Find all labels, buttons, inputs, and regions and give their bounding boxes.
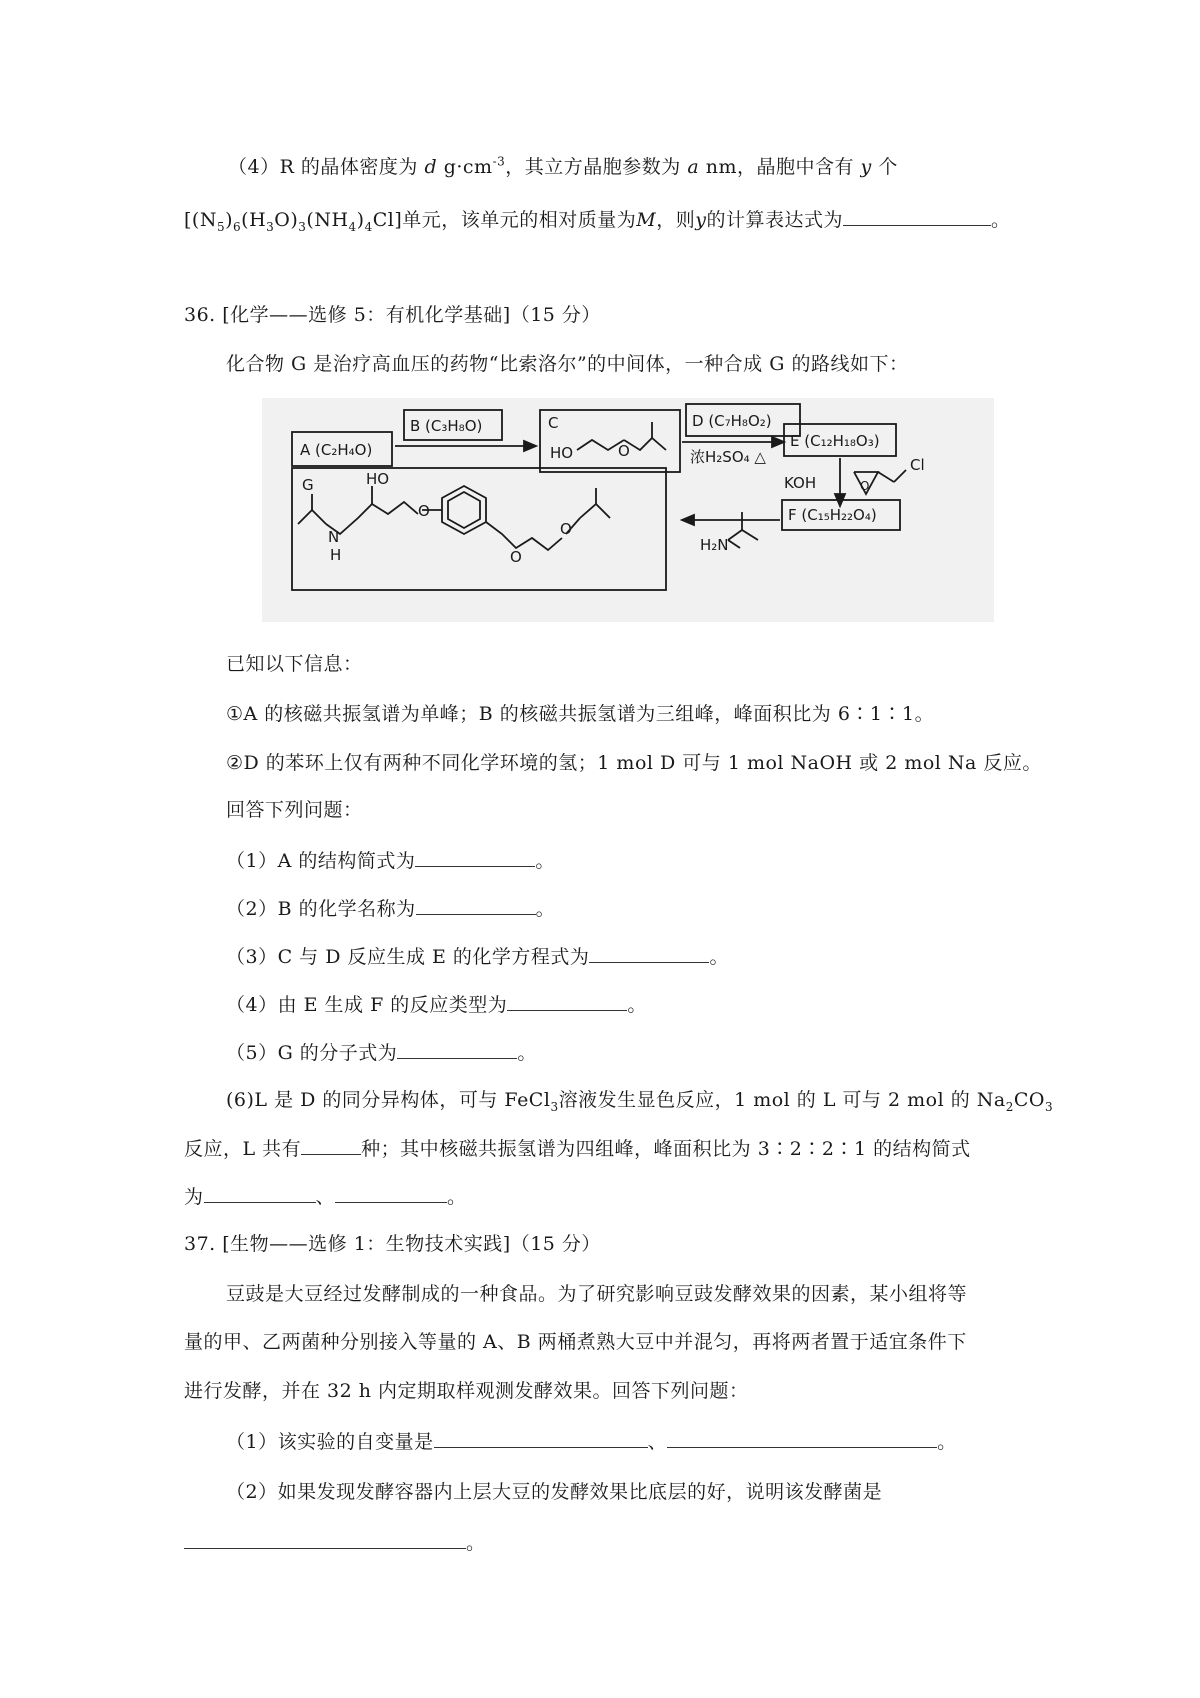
- q36-q4: （4）由 E 生成 F 的反应类型为 。: [226, 990, 647, 1019]
- q36-q6-line3: 为 、 。: [184, 1182, 467, 1211]
- q36-q1: （1）A 的结构简式为 。: [226, 846, 555, 875]
- answer-blank[interactable]: [843, 205, 991, 226]
- q35-part4-line2: $[(N_5)_6(H_3O)_3(NH_4)_4Cl]$单元，该单元的相对质量为M，则y的计算表达式为 。: [184, 205, 1011, 234]
- label-G-o2: O: [510, 548, 522, 566]
- label-G-h: H: [330, 546, 342, 564]
- label-amine: H₂N: [700, 536, 729, 554]
- label-condition: 浓H₂SO₄ △: [690, 448, 766, 466]
- answer-blank[interactable]: [507, 990, 627, 1011]
- label-epoxide-o: O: [860, 479, 870, 493]
- q37-para-line3: 进行发酵，并在 32 h 内定期取样观测发酵效果。回答下列问题：: [184, 1380, 749, 1402]
- q37-para-line2: 量的甲、乙两菌种分别接入等量的 A、B 两桶煮熟大豆中并混匀，再将两者置于适宜条件下: [184, 1331, 967, 1353]
- q36-q6-line2: 反应，L 共有 种；其中核磁共振氢谱为四组峰，峰面积比为 3∶2∶2∶1 的结构简式: [184, 1134, 971, 1163]
- q36-answer: 回答下列问题：: [226, 799, 363, 821]
- q36-known: 已知以下信息：: [226, 653, 363, 675]
- label-G-n: N: [328, 528, 340, 546]
- label-G: G: [302, 476, 314, 494]
- label-KOH: KOH: [784, 474, 817, 492]
- q36-title: 36. [化学——选修 5：有机化学基础]（15 分）: [184, 304, 601, 326]
- answer-blank[interactable]: [667, 1427, 937, 1448]
- label-B: B (C₃H₈O): [410, 417, 483, 435]
- answer-blank[interactable]: [416, 894, 536, 915]
- label-Cl: Cl: [910, 456, 925, 474]
- answer-blank[interactable]: [184, 1528, 466, 1549]
- synthesis-route-diagram: [262, 398, 994, 622]
- answer-blank[interactable]: [397, 1038, 517, 1059]
- answer-blank[interactable]: [434, 1427, 648, 1448]
- q37-q2: （2）如果发现发酵容器内上层大豆的发酵效果比底层的好，说明该发酵菌是: [226, 1481, 883, 1503]
- q36-q3: （3）C 与 D 反应生成 E 的化学方程式为 。: [226, 942, 729, 971]
- answer-blank[interactable]: [301, 1134, 361, 1155]
- answer-blank[interactable]: [335, 1182, 447, 1203]
- label-D: D (C₇H₈O₂): [692, 412, 772, 430]
- q36-info1: ①A 的核磁共振氢谱为单峰；B 的核磁共振氢谱为三组峰，峰面积比为 6∶1∶1。: [226, 703, 935, 725]
- q37-q1: （1）该实验的自变量是 、 。: [226, 1427, 957, 1456]
- label-G-o3: O: [560, 520, 572, 538]
- label-A: A (C₂H₄O): [300, 441, 373, 459]
- label-E: E (C₁₂H₁₈O₃): [790, 432, 880, 450]
- label-F: F (C₁₅H₂₂O₄): [788, 506, 877, 524]
- q36-q2: （2）B 的化学名称为 。: [226, 894, 555, 923]
- q37-q2-answer-line: 。: [184, 1528, 486, 1557]
- q37-para-line1: 豆豉是大豆经过发酵制成的一种食品。为了研究影响豆豉发酵效果的因素，某小组将等: [226, 1283, 968, 1305]
- answer-blank[interactable]: [589, 942, 709, 963]
- q37-title: 37. [生物——选修 1：生物技术实践]（15 分）: [184, 1233, 601, 1255]
- label-G-ho: HO: [366, 470, 390, 488]
- q35-part4-line1: （4）R 的晶体密度为 d $g\cdot cm^{-3}$，其立方晶胞参数为 a nm，晶胞中含有 y 个: [228, 154, 898, 178]
- answer-blank[interactable]: [415, 846, 535, 867]
- q36-intro: 化合物 G 是治疗高血压的药物“比索洛尔”的中间体，一种合成 G 的路线如下：: [226, 353, 909, 375]
- label-G-o1: O: [418, 502, 430, 520]
- q36-q5: （5）G 的分子式为 。: [226, 1038, 537, 1067]
- label-C: C: [548, 414, 559, 432]
- answer-blank[interactable]: [204, 1182, 316, 1203]
- label-C-o: O: [618, 442, 630, 460]
- label-C-ho: HO: [550, 444, 574, 462]
- q36-q6-line1: (6)L 是 D 的同分异构体，可与 FeCl$_3$溶液发生显色反应，1 mol 的 L 可与 2 mol 的 $Na_2CO_3$: [226, 1089, 1054, 1114]
- q36-info2: ②D 的苯环上仅有两种不同化学环境的氢；1 mol D 可与 1 mol NaOH 或 2 mol Na 反应。: [226, 752, 1042, 774]
